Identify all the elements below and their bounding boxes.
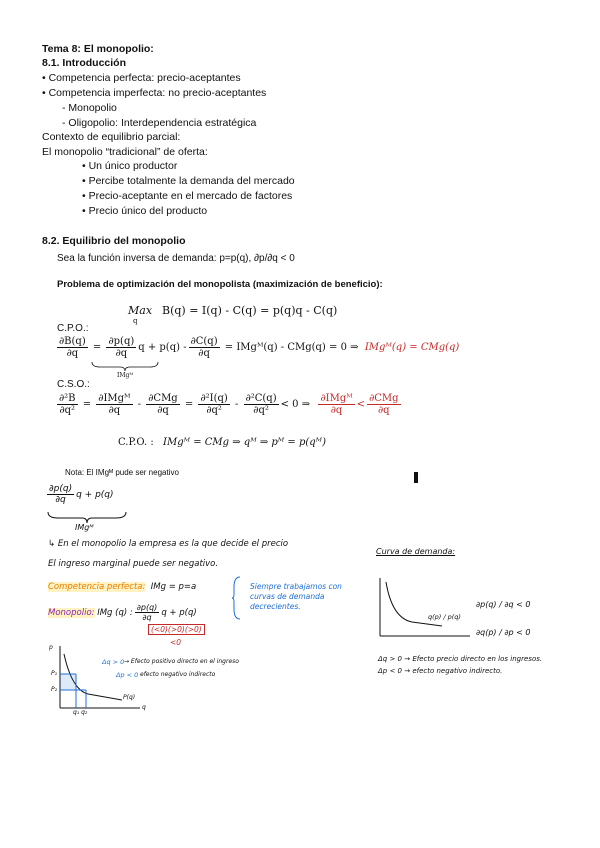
- profit-function: B(q) = I(q) - C(q) = p(q)q - C(q): [162, 304, 338, 317]
- section-heading-intro: 8.1. Introducción: [42, 57, 127, 69]
- first-order-condition: $\frac{\partial B(q)}{\partial q}$ = $\frac{\partial p(q)}{\partial q}$ q + p(q) - $\frac{\partial C(q)}{\partial q}$ = IMgᴹ(q) - CMg(q) = 0 ⇒ IMgᴹ(q) = CMg(q): [59, 336, 460, 359]
- curve-slope-2: ∂q(p) / ∂p < 0: [476, 628, 531, 637]
- document-title: Tema 8: El monopolio:: [42, 43, 154, 55]
- paragraph: El monopolio “tradicional” de oferta:: [42, 146, 208, 158]
- fraction: $\frac{\text{∂CMg}}{\partial q}$: [369, 393, 399, 416]
- fraction: $\frac{\text{∂IMgᴹ}}{\partial q}$: [320, 393, 353, 416]
- demand-curve-graph: [372, 578, 472, 640]
- handwritten-sign-result: <0: [170, 638, 182, 647]
- paragraph: Contexto de equilibrio parcial:: [42, 131, 181, 143]
- handwritten-note: El ingreso marginal puede ser negativo.: [48, 559, 219, 569]
- list-item: • Percibe totalmente la demanda del mercado: [82, 175, 295, 187]
- small-effect-dq: Δq > 0: [102, 658, 125, 666]
- fraction: $\frac{\partial p(q)}{\partial q}$: [108, 336, 135, 359]
- graph-label-pq: P(q): [123, 694, 136, 701]
- handwritten-marginal-revenue: $\frac{\partial p(q)}{\partial q}$ q + p(q): [49, 484, 114, 505]
- small-effect-1: → Efecto positivo directo en el ingreso: [124, 658, 239, 665]
- graph-label-q1q2: q₁ q₂: [73, 709, 88, 716]
- curve-slope-1: ∂p(q) / ∂q < 0: [476, 600, 531, 609]
- max-operator: Max: [128, 304, 153, 317]
- cpo-label: C.P.O.:: [57, 323, 89, 334]
- blue-brace: [232, 577, 242, 619]
- cpo-summary-label: C.P.O. :: [118, 437, 154, 448]
- small-effect-dp: Δp < 0: [116, 671, 139, 679]
- fraction: $\frac{\text{∂CMg}}{\partial q}$: [148, 393, 178, 416]
- handwritten-sign-box: (<0)(>0)(>0): [148, 624, 205, 635]
- handwritten-monopoly: Monopolio: IMg (q) : $\frac{\partial p(q)}{\partial q}$ q + p(q): [48, 603, 197, 622]
- fraction: $\frac{\text{∂²B}}{\text{∂q²}}$: [59, 393, 76, 416]
- handwritten-curve-title: Curva de demanda:: [376, 547, 456, 556]
- list-item: • Competencia perfecta: precio-aceptantes: [42, 72, 241, 84]
- section-heading-equilibrium: 8.2. Equilibrio del monopolio: [42, 235, 186, 247]
- small-effect-2: efecto negativo indirecto: [140, 671, 216, 678]
- revenue-effect-graph: [48, 646, 148, 718]
- handwritten-perfect-competition: Competencia perfecta: IMg = p=a: [48, 582, 197, 592]
- list-item: • Precio-aceptante en el mercado de factores: [82, 190, 293, 202]
- second-order-condition: $\frac{\text{∂²B}}{\text{∂q²}}$ = $\frac{\text{∂IMgᴹ}}{\partial q}$ - $\frac{\text{∂CMg}}{\partial q}$ = $\frac{\text{∂²I(q)}}{\text{∂q²}}$ - $\frac{\text{∂²C(q)}}{\text{∂q²}}$ < 0 ⇒ $\frac{\text{∂IMgᴹ}}{\partial q}$ < $\frac{\text{∂CMg}}{\partial q}$: [59, 393, 399, 416]
- pen-mark: [414, 472, 418, 483]
- cpo-summary: IMgᴹ = CMg ⇒ qᴹ ⇒ pᴹ = p(qᴹ): [163, 437, 327, 448]
- cpo-result: IMgᴹ(q) = CMg(q): [364, 342, 460, 353]
- list-item: • Un único productor: [82, 160, 178, 172]
- optimization-problem-heading: Problema de optimización del monopolista (maximización de beneficio):: [57, 279, 383, 290]
- handwritten-effect-1: Δq > 0 → Efecto precio directo en los ingresos.: [378, 655, 543, 663]
- list-item: • Competencia imperfecta: no precio-aceptantes: [42, 87, 267, 99]
- fraction: $\frac{\text{∂²C(q)}}{\text{∂q²}}$: [245, 393, 277, 416]
- handwritten-blue-note: Siempre trabajamos con curvas de demanda decrecientes.: [250, 582, 342, 611]
- graph-axis-q: q: [142, 704, 146, 711]
- graph-label-p1: P₁: [51, 670, 58, 677]
- list-item: - Monopolio: [62, 102, 117, 114]
- underbrace: [90, 362, 160, 372]
- curve-label: q(p) / p(q): [428, 613, 461, 621]
- max-subscript: q: [133, 317, 138, 325]
- handwritten-effect-2: Δp < 0 → efecto negativo indirecto.: [378, 667, 503, 675]
- inverse-demand-text: Sea la función inversa de demanda: p=p(q), ∂p/∂q < 0: [57, 253, 295, 264]
- underbrace-label: IMgᴹ: [117, 372, 134, 379]
- cso-label: C.S.O.:: [57, 379, 90, 390]
- fraction: $\frac{\text{∂²I(q)}}{\text{∂q²}}$: [200, 393, 228, 416]
- fraction: $\frac{\partial C(q)}{\partial q}$: [190, 336, 218, 359]
- fraction: $\frac{\partial B(q)}{\partial q}$: [59, 336, 86, 359]
- handwritten-brace-label: IMgᴹ: [75, 523, 94, 532]
- fraction: $\frac{\text{∂IMgᴹ}}{\partial q}$: [98, 393, 131, 416]
- handwritten-arrow-note: ↳ En el monopolio la empresa es la que decide el precio: [48, 539, 289, 549]
- graph-label-p2: P₂: [51, 686, 58, 693]
- list-item: • Precio único del producto: [82, 205, 208, 217]
- graph-axis-p: p: [49, 644, 53, 651]
- list-item: - Oligopolio: Interdependencia estratégica: [62, 117, 257, 129]
- note: Nota: El IMgᴹ pude ser negativo: [65, 468, 179, 477]
